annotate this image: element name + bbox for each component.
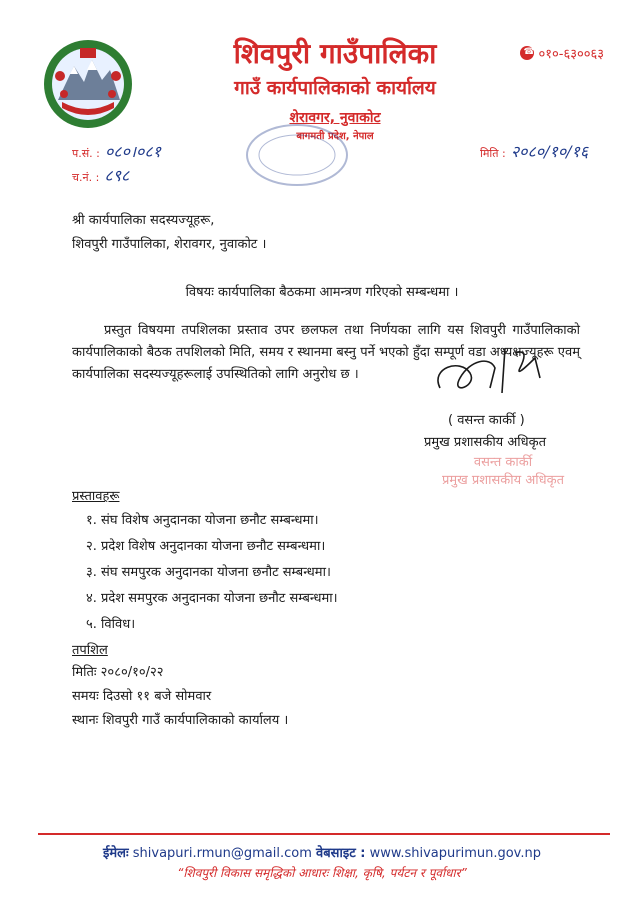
phone-icon [520,46,534,60]
addressee-line-1: श्री कार्यपालिका सदस्यज्यूहरू, [72,213,215,228]
proposals-heading: प्रस्तावहरू [72,489,120,504]
proposal-item: १. संघ विशेष अनुदानका योजना छनौट सम्बन्धमा। [86,513,319,528]
meeting-time: समयः दिउसो ११ बजे सोमवार [72,689,212,704]
dispatch-no: च.नं. : ८९८ [72,166,130,185]
proposal-item: ४. प्रदेश समपुरक अनुदानका योजना छनौट सम्बन्धमा। [86,591,338,606]
stamp-name: वसन्त कार्की [473,455,533,470]
office-subtitle: गाउँ कार्यपालिकाको कार्यालय [234,77,436,99]
proposal-item: ५. विविध। [86,617,136,632]
phone-number: ०१०-६३००६३ [538,47,604,62]
office-address: शेरावगर, नुवाकोट [289,110,381,126]
handwritten-signature [420,338,590,408]
footer-contact [0,843,644,861]
email-label: ईमेलः [103,846,129,861]
proposal-item: २. प्रदेश विशेष अनुदानका योजना छनौट सम्बन्धमा। [86,539,326,554]
stamp-title: प्रमुख प्रशासकीय अधिकृत [441,473,565,488]
municipality-title: शिवपुरी गाउँपालिका [233,37,437,70]
subject-line: विषयः कार्यपालिका बैठकमा आमन्त्रण गरिएको सम्बन्धमा । [185,285,459,300]
office-seal-stamp [242,120,352,190]
office-province: बागमती प्रदेश, नेपाल [296,131,374,142]
letter-date: मिति : २०८०/१०/१६ [480,142,589,161]
phone-block [520,44,604,62]
body-paragraph: प्रस्तुत विषयमा तपशिलका प्रस्ताव उपर छलफल तथा निर्णयका लागि यस शिवपुरी गाउँपालिकाको कार्यपालिकाको बैठक तपशिलको मिति, समय र स्थानमा बस्नु पर्ने भएको हुँदा सम्पूर्ण वडा अध्यक्षज्यूहरू एवम् कार्यपालिका सदस्यज्यूहरूलाई उपस्थितिको लागि अनुरोध छ । [72,323,580,382]
reference-no: प.सं. : ०८०।०८१ [72,142,161,161]
signatory-name: ( वसन्त कार्की ) [448,413,525,428]
details-heading: तपशिल [72,643,108,658]
footer-divider [38,833,610,835]
signatory-stamp [418,454,588,490]
proposal-item: ३. संघ समपुरक अनुदानका योजना छनौट सम्बन्धमा। [86,565,331,580]
addressee-line-2: शिवपुरी गाउँपालिका, शेरावगर, नुवाकोट । [72,237,267,252]
website-label: वेबसाइट : [316,846,366,861]
email-link[interactable]: shivapuri.rmun@gmail.com [132,846,312,861]
signatory-title: प्रमुख प्रशासकीय अधिकृत [424,435,547,450]
website-link[interactable]: www.shivapurimun.gov.np [369,846,541,861]
footer-slogan: “शिवपुरी विकास समृद्धिको आधारः शिक्षा, कृषि, पर्यटन र पूर्वाधार” [177,866,467,880]
nepal-emblem-icon [40,36,136,132]
meeting-date: मितिः २०८०/१०/२२ [72,665,164,680]
meeting-place: स्थानः शिवपुरी गाउँ कार्यपालिकाको कार्यालय । [72,713,289,728]
